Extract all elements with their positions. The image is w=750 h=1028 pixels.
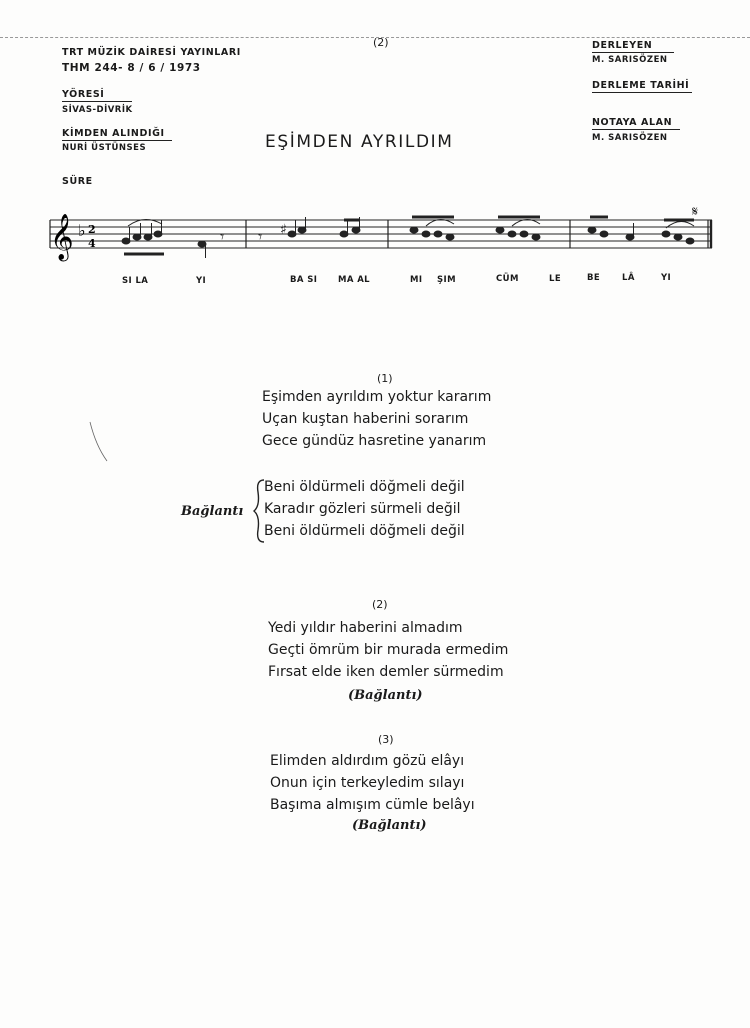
verse-1	[262, 386, 491, 452]
lyric-syllable: MA AL	[338, 275, 370, 285]
lyric-syllable: LÂ	[622, 273, 635, 283]
notes-measure-1	[122, 219, 224, 258]
verse-line: Gece gündüz hasretine yanarım	[262, 433, 487, 449]
notes-measure-2	[258, 217, 360, 246]
lyric-syllable: BA SI	[290, 275, 318, 285]
verse-3	[270, 750, 475, 816]
verse-line: Elimden aldırdım gözü elâyı	[270, 753, 465, 769]
lyric-syllable: MI	[410, 275, 423, 285]
publisher-label: TRT MÜZİK DAİRESİ YAYINLARI	[62, 47, 241, 58]
region-value: SİVAS-DİVRİK	[62, 105, 133, 115]
verse-line: Başıma almışım cümle belâyı	[270, 797, 475, 813]
verse-line: Eşimden ayrıldım yoktur kararım	[262, 389, 492, 405]
lyric-syllable: YI	[196, 276, 207, 286]
svg-text:𝄾: 𝄾	[258, 227, 263, 246]
lyric-syllable: LE	[549, 274, 562, 284]
chorus-line: Beni öldürmeli döğmeli değil	[264, 479, 465, 495]
collection-date-label: DERLEME TARİHİ	[592, 80, 692, 93]
pencil-mark	[88, 420, 110, 464]
flat-icon: ♭	[78, 221, 86, 240]
refrain-marker: (Bağlantı)	[348, 688, 423, 703]
verse-line: Fırsat elde iken demler sürmedim	[268, 664, 504, 680]
lyric-syllable: ŞIM	[437, 275, 456, 285]
notation-value: M. SARISÖZEN	[592, 133, 668, 143]
verse-number: (3)	[378, 733, 394, 746]
svg-text:𝄋: 𝄋	[692, 204, 699, 220]
lyric-syllable: BE	[587, 273, 601, 283]
chorus-line: Beni öldürmeli döğmeli değil	[264, 523, 465, 539]
lyric-syllable: CÜM	[496, 274, 519, 284]
notation-label: NOTAYA ALAN	[592, 117, 680, 130]
verse-line: Geçti ömrüm bir murada ermedim	[268, 642, 509, 658]
refrain-marker: (Bağlantı)	[352, 818, 427, 833]
lyric-syllable: SI LA	[122, 276, 149, 286]
verse-number: (2)	[372, 598, 388, 611]
duration-label: SÜRE	[62, 176, 93, 187]
chorus-lines	[264, 476, 465, 542]
chorus-line: Karadır gözleri sürmeli değil	[264, 501, 461, 517]
notes-measure-4	[588, 204, 698, 244]
lyric-syllable: YI	[661, 273, 672, 283]
svg-text:♯: ♯	[280, 222, 287, 238]
verse-2	[268, 617, 508, 683]
treble-clef-icon: 𝄞	[50, 214, 74, 260]
verse-line: Uçan kuştan haberini sorarım	[262, 411, 469, 427]
verse-line: Yedi yıldır haberini almadım	[268, 620, 463, 636]
svg-text:𝄾: 𝄾	[220, 227, 225, 246]
compiler-label: DERLEYEN	[592, 40, 674, 53]
music-staff	[44, 190, 724, 268]
song-title: EŞİMDEN AYRILDIM	[265, 132, 454, 152]
page-number: (2)	[373, 36, 389, 49]
time-signature-top: 2	[88, 223, 96, 236]
chorus-label: Bağlantı	[181, 504, 244, 519]
verse-number: (1)	[377, 372, 393, 385]
catalog-number: THM 244- 8 / 6 / 1973	[62, 62, 201, 74]
time-signature-bottom: 4	[88, 237, 96, 250]
verse-line: Onun için terkeyledim sılayı	[270, 775, 465, 791]
source-label: KİMDEN ALINDIĞI	[62, 128, 172, 141]
source-value: NURİ ÜSTÜNSES	[62, 143, 147, 153]
region-label: YÖRESİ	[62, 89, 132, 102]
compiler-value: M. SARISÖZEN	[592, 55, 668, 65]
